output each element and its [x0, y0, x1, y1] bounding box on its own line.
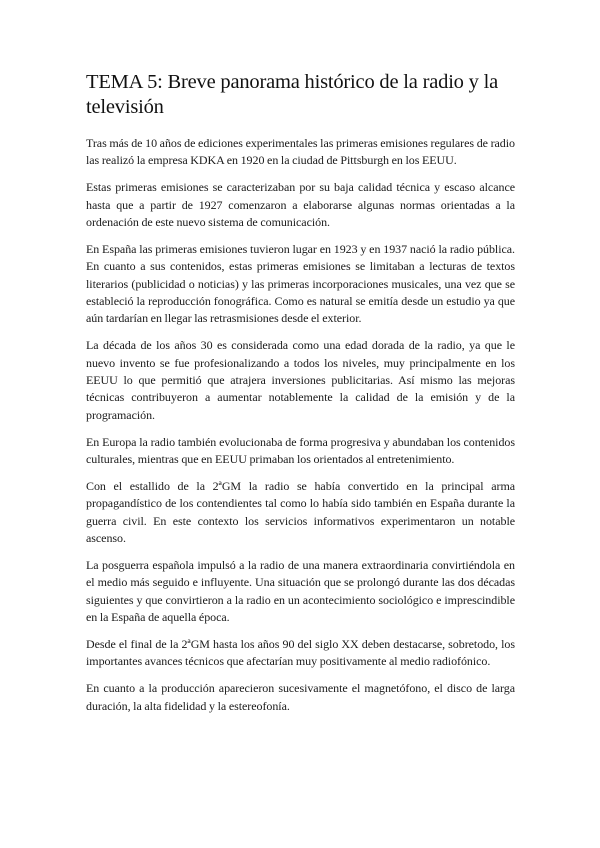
paragraph-kdka: Tras más de 10 años de ediciones experimentales las primeras emisiones regulares de radio las realizó la empresa KDKA en 1920 en la ciudad de Pittsburgh en los EEUU.: [86, 136, 515, 168]
paragraph-spain: En España las primeras emisiones tuvieron lugar en 1923 y en 1937 nació la radio pública. En cuanto a sus contenidos, estas primeras emisiones se limitaban a lecturas de textos literarios (publicidad o noticias) y las primeras incorporaciones musicales, una vez que se estableció la reproducción fonográfica. Como es natural se emitía desde un estudio ya que aún tardarían en llegar las retrasmisiones desde el exterior.: [86, 241, 515, 326]
paragraph-golden-age: La década de los años 30 es considerada como una edad dorada de la radio, ya que le nuevo invento se fue profesionalizando a todos los niveles, muy principalmente en los EEUU lo que permitió que atrajera inversiones publicitarias. Así mismo las mejoras técnicas contribuyeron a aumentar notablemente la calidad de la emisión y de la programación.: [86, 338, 515, 422]
paragraph-postwar: La posguerra española impulsó a la radio de una manera extraordinaria convirtiéndola en el medio más seguido e influyente. Una situación que se prolongó durante las dos décadas siguientes y que convirtieron a la radio en un acontecimiento sociológico e imprescindible en la España de aquella época.: [86, 557, 515, 625]
paragraph-production: En cuanto a la producción aparecieron sucesivamente el magnetófono, el disco de larga duración, la alta fidelidad y la estereofonía.: [86, 681, 515, 713]
paragraph-technical-advances: Desde el final de la 2ªGM hasta los años 90 del siglo XX deben destacarse, sobretodo, los importantes avances técnicos que afectarían muy positivamente al medio radiofónico.: [86, 636, 515, 669]
paragraph-europe: En Europa la radio también evolucionaba de forma progresiva y abundaban los contenidos culturales, mientras que en EEUU primaban los orientados al entretenimiento.: [86, 434, 515, 467]
paragraph-early-emissions: Estas primeras emisiones se caracterizaban por su baja calidad técnica y escaso alcance hasta que a partir de 1927 comenzaron a elaborarse algunas normas orientadas a la ordenación de este nuevo sistema de comunicación.: [86, 180, 515, 230]
paragraph-wwii: Con el estallido de la 2ªGM la radio se había convertido en la principal arma propagandístico de los contendientes tal como lo había sido también en España durante la guerra civil. En este contexto los servicios informativos experimentaron un notable ascenso.: [86, 478, 515, 546]
document-body: [86, 70, 515, 724]
page-title: TEMA 5: Breve panorama histórico de la radio y la televisión: [86, 71, 499, 118]
